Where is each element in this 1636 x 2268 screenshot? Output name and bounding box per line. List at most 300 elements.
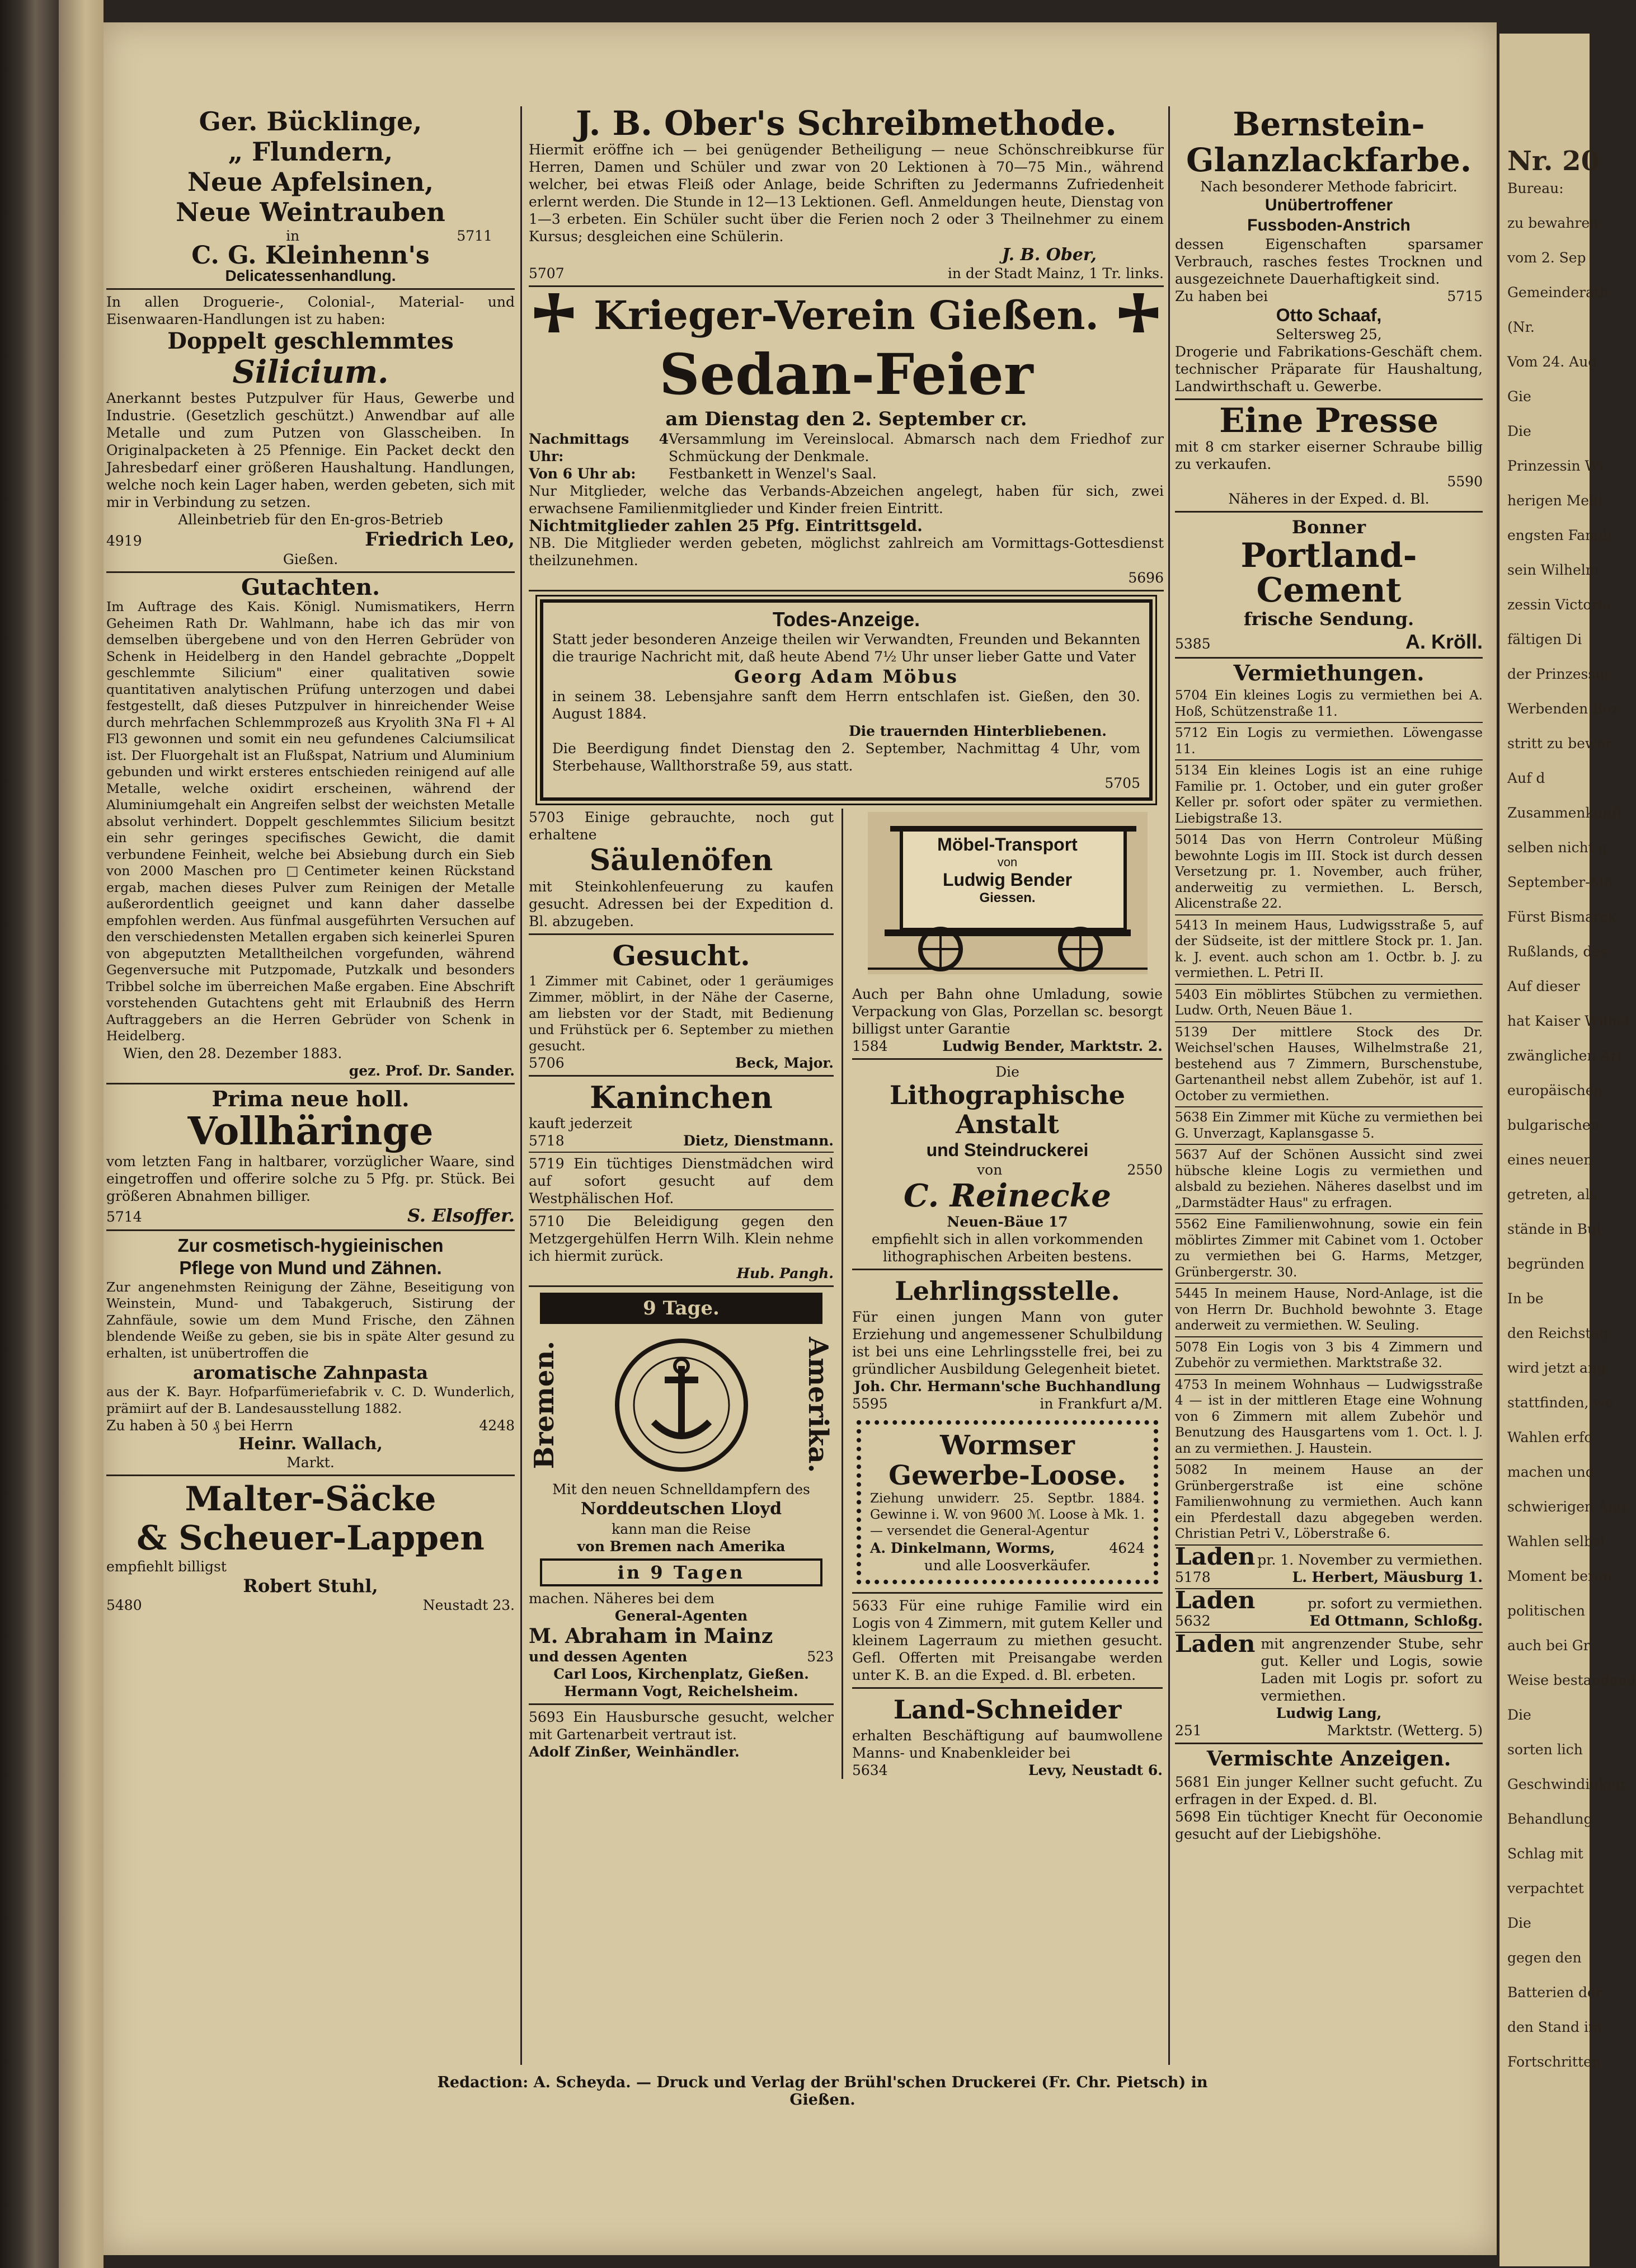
krieger-verein-ad [529, 290, 1164, 586]
ad-title: Pflege von Mund und Zähnen. [179, 1257, 442, 1278]
fragment-text: Die [1507, 1707, 1531, 1723]
firm-name: Ludwig Lang, [1276, 1704, 1382, 1721]
divider [1175, 1213, 1483, 1214]
fragment-text: Fortschritten [1507, 2054, 1601, 2070]
ad-number: 5480 [106, 1597, 142, 1613]
ad-number: 5595 [852, 1396, 888, 1412]
ad-title: Gewerbe-Loose. [888, 1460, 1126, 1491]
ad-title: Bonner [1291, 516, 1366, 538]
fragment-text: politischen [1507, 1603, 1585, 1619]
ad-text: Gießen. [283, 551, 339, 567]
ad-text: Die Beerdigung findet Dienstag den 2. September, Nachmittag 4 Uhr, vom Sterbehause, Wallthorstraße 59, aus statt. [552, 740, 1140, 774]
ad-text: Näheres in der Exped. d. Bl. [1228, 491, 1430, 507]
ad-text: kann man die Reise [612, 1521, 751, 1537]
ad-text: Für einen jungen Mann von guter Erziehung und angemessener Schulbildung ist bei uns eine Lehrlingsstelle frei, bei zu gründlicher Ausbildung Gelegenheit bietet. [852, 1309, 1163, 1377]
ad-row [1175, 1569, 1483, 1586]
list-item: 5637 Auf der Schönen Aussicht sind zwei hübsche kleine Logis zu vermiethen und alsbald zu beziehen. Näheres daselbst und im „Darmstädter Haus" zu erfragen. [1175, 1148, 1483, 1210]
signature: J. B. Ober, [1002, 245, 1097, 265]
divider [529, 1285, 834, 1287]
fragment-text: schwierigen Ang [1507, 1499, 1626, 1515]
ad-text: Marktstr. (Wetterg. 5) [1327, 1722, 1483, 1739]
divider [1175, 759, 1483, 760]
laden-ad [1175, 1630, 1483, 1704]
firm-name: A. Dinkelmann, Worms, [870, 1540, 1055, 1556]
ad-row [852, 1395, 1163, 1412]
person-name: Georg Adam Möbus [734, 666, 958, 687]
ad-text: Neuen-Bäue 17 [947, 1214, 1068, 1230]
ad-title: Bremen. [529, 1341, 560, 1469]
ad-row [852, 1161, 1163, 1178]
bernstein-ad [1175, 106, 1483, 395]
list-item: 5712 Ein Logis zu vermiethen. Löwengasse 11. [1175, 726, 1483, 757]
ad-number: 5590 [1447, 473, 1483, 490]
ad-row [529, 265, 1164, 282]
ad-number: 5178 [1175, 1569, 1211, 1585]
beleidigung-ad [529, 1213, 834, 1282]
todes-anzeige [540, 599, 1153, 801]
ad-text: Nachmittags 4 Uhr: [529, 431, 669, 464]
divider [1175, 1374, 1483, 1375]
saecke-ad [106, 1480, 515, 1614]
ad-line: Neue Apfelsinen, [187, 167, 434, 197]
divider [1175, 984, 1483, 985]
ad-text: mit Steinkohlenfeuerung zu kaufen gesucht. Adressen bei der Expedition d. Bl. abzugeben. [529, 879, 834, 929]
presse-ad [1175, 403, 1483, 508]
subcolumn-left [529, 809, 843, 1779]
fragment-text: der Prinzessin [1507, 666, 1609, 682]
moebel-ad [852, 812, 1163, 1055]
fragment-text: Nr. 20 [1507, 145, 1600, 177]
list-item: 5082 In meinem Hause an der Grünbergerstraße ist eine schöne Familienwohnung zu vermiethen. Auch kann ein Pferdestall dazu abgegeben werden. Christian Petri V., Löberstraße 6. [1175, 1463, 1483, 1541]
divider [1175, 1144, 1483, 1145]
divider [1175, 1021, 1483, 1022]
ad-text: von Bremen nach Amerika [577, 1538, 786, 1555]
ad-row [106, 1417, 515, 1434]
ad-row [852, 1762, 1163, 1779]
ad-text: Ziehung unwiderr. 25. Septbr. 1884. Gewinne i. W. von 9600 ℳ. Loose à Mk. 1.— versendet die General-Agentur [870, 1491, 1145, 1538]
fragment-text: Batterien der [1507, 1984, 1602, 2001]
ad-text: machen. Näheres bei dem [529, 1590, 714, 1607]
product-name: aromatische Zahnpasta [193, 1362, 428, 1383]
ad-text: Im Auftrage des Kais. Königl. Numismatikers, Herrn Geheimen Rath Dr. Wahlmann, habe ich das mir von demselben übergebene und von den Herren Gebrüder von Schenk in Heidelberg in den Handel gebrachte „Doppelt geschlemmte Silicium" einer qualitativen sowie quantitativen analytischen Prüfung unterzogen und dabei festgestellt, daß dieses Putzpulver in hinreichender Weise durch mehrfachen Schlemmprozeß aus Kryolith 3Na Fl + Al Fl3 gewonnen und somit ein neu gefundenes Calciumsilicat ist. Der Fluorgehalt ist an Flußspat, Natrium und Aluminium gebunden und wirkt ersteres entschieden reinigend auf alle Metalle, welche oxidirt erscheinen, während der Aluminiumgehalt ein Angreifen selbst der weichsten Metalle absolut verhindert. Doppelt geschlemmtes Silicium besitzt ein sehr geringes specifisches Gewicht, die damit verbundene Feinheit, welche bei Absiebung durch ein Sieb von 2000 Maschen pro □Centimeter keinen Rückstand ergab, machen dieses Pulver zum Reinigen der Metalle außerordentlich geeignet und kann daher dasselbe empfohlen werden. Aus fünfmal ausgeführten Versuchen auf den verschiedensten Metallen ergaben sich keinerlei Spuren von abgeputzten Metalltheilchen vorgefunden, während Gegenversuche mit Putzpomade, Putzkalk und besonders Tribbel solche im überreichen Maße ergaben. Eine Abschrift vorstehenden Gutachtens geht mit Erlaubniß des Herrn Auftraggebers an die Herren Gebrüder von Schenk in Heidelberg. [106, 599, 515, 1044]
ad-title: Gesucht. [612, 939, 750, 972]
ad-row [106, 528, 515, 551]
ad-title: Doppelt geschlemmtes [167, 328, 454, 354]
divider [1175, 1743, 1483, 1744]
kaninchen-ad [529, 1080, 834, 1149]
van-lettering: Möbel-Transport [937, 834, 1078, 854]
ad-text: empfiehlt sich in allen vorkommenden lithographischen Arbeiten bestens. [871, 1231, 1144, 1265]
divider [1175, 829, 1483, 830]
ad-title: Todes-Anzeige. [772, 608, 920, 631]
fragment-text: zessin Victoria [1507, 597, 1611, 613]
laden-ad [1175, 1542, 1483, 1570]
ad-title: Land-Schneider [893, 1694, 1122, 1725]
divider [1175, 511, 1483, 513]
fish-ad [106, 106, 515, 285]
signature: gez. Prof. Dr. Sander. [349, 1062, 515, 1079]
haering-ad [106, 1088, 515, 1226]
ad-text: mit angrenzender Stube, sehr gut. Keller und Logis, sowie Laden mit Logis pr. sofort zu vermiethen. [1261, 1635, 1483, 1704]
ad-row [529, 290, 1164, 341]
schneider-ad [852, 1692, 1163, 1779]
ad-text: empfiehlt billigst [106, 1558, 227, 1575]
ad-row [529, 1054, 834, 1072]
ad-text: Von 6 Uhr ab: [529, 466, 636, 482]
firm-name: C. G. Kleinhenn's [191, 241, 430, 270]
ad-text: pr. 1. November zu vermiethen. [1257, 1551, 1483, 1568]
ad-number: 5718 [529, 1133, 565, 1149]
lloyd-emblem-row [529, 1330, 834, 1481]
ad-title: & Scheuer-Lappen [137, 1519, 485, 1558]
list-item: 5078 Ein Logis von 3 bis 4 Zimmern und Zubehör zu vermiethen. Marktstraße 32. [1175, 1340, 1483, 1370]
ad-title: Lithographische Anstalt [889, 1080, 1126, 1139]
fragment-text: Fürst Bismarck [1507, 909, 1617, 925]
ad-text: in seinem 38. Lebensjahre sanft dem Herrn entschlafen ist. Gießen, den 30. August 1884. [552, 688, 1140, 722]
divider [529, 933, 834, 935]
ad-text: Nach besonderer Methode fabricirt. [1200, 179, 1458, 195]
ad-title: Krieger-Verein Gießen. [594, 292, 1099, 339]
list-item: 5704 Ein kleines Logis zu vermiethen bei A. Hoß, Schützenstraße 11. [1175, 688, 1483, 719]
ad-text: 5693 Ein Hausbursche gesucht, welcher mit Gartenarbeit vertraut ist. [529, 1709, 834, 1743]
ad-text: Neustadt 23. [422, 1597, 515, 1613]
column-left [106, 106, 515, 1614]
subcolumn-right [852, 809, 1163, 1779]
ad-number: 5714 [106, 1208, 142, 1225]
ad-number: 2550 [1127, 1162, 1163, 1178]
imprint-footer: Redaction: A. Scheyda. — Druck und Verlag der Brühl'schen Druckerei (Fr. Chr. Pietsch) in Gießen. [437, 2074, 1208, 2109]
fragment-text: stattfinden, we [1507, 1394, 1614, 1411]
fragment-text: verpachtet [1507, 1880, 1584, 1896]
firm-name: Ludwig Bender, Marktstr. 2. [942, 1038, 1163, 1054]
ad-title: Fussboden-Anstrich [1247, 216, 1411, 234]
divider [529, 1152, 834, 1153]
ad-text: vom letzten Fang in haltbarer, vorzüglicher Waare, sind eingetroffen und offerire solche zu 5 Pfg. pr. Stück. Bei größeren Abnahmen billiger. [106, 1153, 515, 1204]
fragment-text: Die [1507, 423, 1531, 439]
ad-title: Laden [1175, 1630, 1256, 1657]
divider [1175, 1106, 1483, 1107]
divider [529, 285, 1164, 287]
fragment-text: auch bei Gr [1507, 1637, 1590, 1654]
ad-title: Laden [1175, 1586, 1256, 1614]
list-item: 5638 Ein Zimmer mit Küche zu vermiethen bei G. Unverzagt, Kaplansgasse 5. [1175, 1110, 1483, 1141]
fragment-text: Schlag mit [1507, 1846, 1583, 1862]
ad-text: 1 Zimmer mit Cabinet, oder 1 geräumiges Zimmer, möblirt, in der Nähe der Caserne, am liebsten vor der Stadt, mit Bedienung und Frühstück per 6. September zu miethen gesucht. [529, 973, 834, 1054]
ad-row [1175, 1722, 1483, 1739]
gesucht-ad [529, 938, 834, 1072]
divider [106, 1229, 515, 1231]
ad-text: Markt. [286, 1454, 335, 1471]
firm-sub: Delicatessenhandlung. [225, 267, 396, 284]
list-item: 4753 In meinem Wohnhaus — Ludwigsstraße 4 — ist in der mittleren Etage eine Wohnung von 6 Zimmern mit allem Zubehör und Benutzung des Hausgartens vom 1. Oct. l. J. an zu vermiethen. J. Haustein. [1175, 1377, 1483, 1456]
fragment-text: wird jetzt ang [1507, 1360, 1606, 1376]
ad-row [529, 465, 1164, 482]
fragment-text: Rußlands, des [1507, 943, 1607, 960]
ad-headline: Sedan-Feier [659, 341, 1033, 407]
divider [1175, 398, 1483, 400]
ad-text: Statt jeder besonderen Anzeige theilen wir Verwandten, Freunden und Bekannten die traurige Nachricht mit, daß heute Abend 7½ Uhr unser lieber Gatte und Vater [552, 631, 1140, 665]
ad-title: Malter-Säcke [185, 1480, 436, 1519]
fragment-text: Moment beran [1507, 1568, 1612, 1584]
divider [106, 1475, 515, 1476]
divider [1175, 914, 1483, 915]
ad-text: Drogerie und Fabrikations-Geschäft chem. technischer Präparate für Haushaltung, Landwirthschaft u. Gewerbe. [1175, 344, 1483, 395]
ad-title: Amerika. [802, 1337, 834, 1473]
fragment-text: In be [1507, 1290, 1544, 1307]
fragment-text: begründen [1507, 1256, 1585, 1272]
lehrling-ad [852, 1274, 1163, 1412]
firm-name: C. Reinecke [904, 1177, 1111, 1214]
ad-row [529, 1648, 834, 1665]
divider [529, 1209, 834, 1210]
ad-number: 5385 [1175, 636, 1211, 652]
ad-row [1175, 1612, 1483, 1630]
fragment-text: Weise bestandend [1507, 1672, 1636, 1688]
fragment-text: Prinzessin Wi [1507, 458, 1604, 474]
ad-number: 5715 [1447, 288, 1483, 304]
signature: Adolf Zinßer, Weinhändler. [529, 1744, 740, 1760]
fragment-text: Wahlen selbst [1507, 1533, 1606, 1549]
ad-text: 5719 Ein tüchtiges Dienstmädchen wird auf sofort gesucht auf dem Westphälischen Hof. [529, 1156, 834, 1206]
firm-name: Friedrich Leo, [365, 528, 515, 551]
list-item: 5445 In meinem Hause, Nord-Anlage, ist die von Herrn Dr. Buchhold bewohnte 3. Etage anderweit zu vermiethen. W. Seuling. [1175, 1286, 1483, 1333]
fragment-text: stritt zu bewer [1507, 735, 1613, 752]
firm-name: S. Elsoffer. [407, 1204, 515, 1226]
lithographie-ad [852, 1063, 1163, 1265]
ad-row [1175, 288, 1483, 305]
ad-text: Zu haben à 50 ₰ bei Herrn [106, 1417, 293, 1434]
saeulen-ad [529, 809, 834, 930]
ad-title: Kaninchen [590, 1079, 773, 1115]
fragment-text: Die [1507, 1915, 1531, 1931]
divider [852, 1687, 1163, 1689]
ad-text: Hermann Vogt, Reichelsheim. [564, 1683, 798, 1699]
ober-ad [529, 106, 1164, 282]
ad-text: erhalten Beschäftigung auf baumwollene Manns- und Knabenkleider bei [852, 1727, 1163, 1761]
ad-text: Hiermit eröffne ich — bei genügender Betheiligung — neue Schönschreibkurse für Herren, Damen und Schüler und zwar von 20 Lektionen à 70—75 Min., während welcher, bei etwas Fleiß oder Anlage, beide Schriften zu Jedermanns Zufriedenheit erlernt werden. Die Stunde in 12—13 Lektionen. Gefl. Anmeldungen heute, Dienstag von 1—3 erbeten. Ein Schüler sucht über die Ferien noch 2 oder 3 Theilnehmer zu einem Kursus; desgleichen eine Schülerin. [529, 142, 1164, 245]
van-sign [852, 821, 1163, 935]
rental-list [1175, 688, 1483, 1546]
fragment-text: Auf dieser [1507, 978, 1580, 994]
book-binding [0, 0, 59, 2268]
ad-number: 5707 [529, 265, 565, 281]
fragment-text: den Reichstag [1507, 1325, 1609, 1341]
list-item: 5698 Ein tüchtiger Knecht für Oeconomie gesucht auf der Liebigshöhe. [1175, 1808, 1483, 1842]
list-item: 5014 Das von Herrn Controleur Müßing bewohnte Logis im III. Stock ist durch dessen Versetzung pr. 1. November, auch früher, anderweitig zu vermiethen. L. Bersch, Alicenstraße 22. [1175, 833, 1483, 911]
fragment-text: gegen den [1507, 1950, 1582, 1966]
ad-text: Wien, den 28. Dezember 1883. [123, 1045, 342, 1062]
ad-title: Silicium. [232, 354, 389, 391]
fragment-text: September-Mo [1507, 874, 1613, 890]
section-title: Vermischte Anzeigen. [1206, 1746, 1451, 1771]
fragment-text: zu bewahren [1507, 215, 1599, 231]
ad-text: Nichtmitglieder zahlen 25 Pfg. Eintrittsgeld. [529, 516, 923, 535]
column-rule [1168, 106, 1170, 2065]
list-item: 5403 Ein möblirtes Stübchen zu vermiethen. Ludw. Orth, Neuen Bäue 1. [1175, 987, 1483, 1018]
divider [1175, 1336, 1483, 1337]
ad-number: 5632 [1175, 1612, 1211, 1629]
ad-line: Neue Weintrauben [176, 197, 445, 227]
ad-number: 5634 [852, 1762, 888, 1778]
cement-ad [1175, 516, 1483, 654]
ad-row [870, 1539, 1145, 1557]
van-lettering: Ludwig Bender [942, 870, 1073, 890]
fragment-text: Wahlen erfo [1507, 1429, 1593, 1445]
ad-title: Säulenöfen [589, 843, 773, 877]
fragment-text: vom 2. Sep [1507, 250, 1586, 266]
ad-text: Carl Loos, Kirchenplatz, Gießen. [553, 1666, 809, 1682]
ad-title: in 9 Tagen [617, 1562, 745, 1583]
iron-cross-icon [1113, 290, 1164, 341]
fragment-text: sein Wilhelm [1507, 562, 1599, 578]
firm-name: A. Kröll. [1405, 630, 1483, 653]
fragment-text: bulgarischen [1507, 1117, 1600, 1133]
vermiethungen-section [1175, 662, 1483, 1739]
ad-text: Auch per Bahn ohne Umladung, sowie Verpackung von Glas, Porzellan sc. besorgt billigst unter Garantie [852, 986, 1163, 1037]
divider [1175, 1283, 1483, 1284]
ad-title: Prima neue holl. [211, 1086, 410, 1111]
list-item: 5413 In meinem Haus, Ludwigsstraße 5, auf der Südseite, ist der mittlere Stock pr. 1. Jan. k. J. event. auch schon am 1. Octbr. b. J. zu vermiethen. L. Petri II. [1175, 918, 1483, 980]
gutachten-ad [106, 576, 515, 1079]
ad-text: in Frankfurt a/M. [1040, 1396, 1163, 1412]
ad-line: „ Flundern, [228, 137, 393, 167]
fragment-text: Gemeinderath [1507, 284, 1609, 300]
ad-text: dessen Eigenschaften sparsamer Verbrauch, rasches festes Trocknen und ausgezeichnete Dauerhaftigkeit sind. [1175, 236, 1483, 287]
two-col-area [529, 809, 1164, 1779]
ad-text: in [286, 228, 300, 244]
ad-text: Festbankett in Wenzel's Saal. [669, 466, 877, 482]
signature: Levy, Neustadt 6. [1028, 1762, 1163, 1778]
signature: Beck, Major. [735, 1055, 834, 1071]
ad-subtitle: am Dienstag den 2. September cr. [665, 408, 1027, 430]
column-right [1175, 106, 1483, 1843]
ad-text: Zu haben bei [1175, 288, 1268, 304]
logis-ad: 5633 Für eine ruhige Familie wird ein Logis von 4 Zimmern, mit gutem Keller und kleinem Lagerraum zu miethen gesucht. Gefl. Offerten mit Preisangabe werden unter K. B. an die Exped. d. Bl. erbeten. [852, 1598, 1163, 1683]
ad-text: Seltersweg 25, [1276, 326, 1382, 342]
ad-number: 5696 [1128, 570, 1164, 586]
fragment-text: Geschwindigkeit [1507, 1776, 1626, 1792]
ad-text: NB. Die Mitglieder werden gebeten, möglichst zahlreich am Vormittags-Gottesdienst theilzunehmen. [529, 535, 1164, 569]
ad-title: Vollhäringe [187, 1109, 434, 1154]
ad-text: 5703 Einige gebrauchte, noch gut erhaltene [529, 809, 834, 843]
fragment-text: eines neuen [1507, 1152, 1593, 1168]
lloyd-ad [529, 1293, 834, 1700]
ad-text: aus der K. Bayr. Hofparfümeriefabrik v. C. D. Wunderlich, prämiirt auf der B. Landesausstellung 1882. [106, 1384, 515, 1416]
ad-text: Nur Mitglieder, welche das Verbands-Abzeichen angelegt, haben für sich, zwei erwachsene Familienmitglieder und Kinder freien Eintritt. [529, 483, 1164, 516]
list-item: 5562 Eine Familienwohnung, sowie ein fein möblirtes Zimmer mit Cabinet vom 1. October zu vermiethen bei G. Harms, Metzger, Grünbergerstr. 30. [1175, 1217, 1483, 1280]
ad-row [106, 1205, 515, 1226]
days-banner [540, 1558, 822, 1586]
fragment-text: selben nicht g [1507, 839, 1607, 856]
ad-text: Zur angenehmsten Reinigung der Zähne, Beseitigung von Weinstein, Mund- und Tabakgeruch, Sistirung der Zahnfäule, sowie um dem Mund Frische, den Zähnen blendende Weiße zu geben, sie bis in späte Alter gesund zu erhalten, ist unübertroffen die [106, 1279, 515, 1361]
firm-name: Robert Stuhl, [243, 1575, 378, 1596]
firm-name: M. Abraham in Mainz [529, 1624, 773, 1648]
signature: Dietz, Dienstmann. [683, 1133, 834, 1149]
signature: Die trauernden Hinterbliebenen. [848, 723, 1107, 739]
page-gutter [59, 0, 104, 2268]
ad-title: und Steindruckerei [926, 1140, 1089, 1160]
lloyd-anchor-logo [603, 1332, 760, 1478]
ad-text: von [977, 1162, 1003, 1178]
ad-title: Unübertroffener [1264, 196, 1393, 214]
ad-title: Gutachten. [241, 574, 380, 600]
fragment-text: getreten, als [1507, 1186, 1597, 1203]
column-rule [520, 106, 522, 2065]
ad-text: in der Stadt Mainz, 1 Tr. links. [947, 265, 1164, 281]
fragment-text: den Stand im [1507, 2019, 1602, 2035]
divider [106, 1083, 515, 1084]
zahnpasta-ad [106, 1234, 515, 1472]
ad-text: mit 8 cm starker eiserner Schraube billig zu verkaufen. [1175, 439, 1483, 472]
fragment-text: engsten Famili [1507, 527, 1612, 543]
ad-row [529, 430, 1164, 465]
divider [852, 1058, 1163, 1060]
ad-subtitle: frische Sendung. [1243, 608, 1414, 630]
ad-text: pr. sofort zu vermiethen. [1308, 1595, 1483, 1612]
hausbursche-ad [529, 1708, 834, 1760]
ad-number: 4624 [1109, 1540, 1145, 1556]
fragment-text: hat Kaiser Wilhel [1507, 1013, 1630, 1029]
ad-text: Versammlung im Vereinslocal. Abmarsch nach dem Friedhof zur Schmückung der Denkmale. [669, 431, 1164, 464]
van-lettering: Giessen. [979, 890, 1036, 905]
iron-cross-icon [529, 290, 579, 341]
ad-title: Glanzlackfarbe. [1186, 141, 1472, 179]
ad-text: Mit den neuen Schnelldampfern des [552, 1481, 810, 1497]
ad-text: General-Agenten [614, 1608, 748, 1624]
divider [852, 1592, 1163, 1594]
ad-text: kauft jederzeit [529, 1115, 632, 1131]
fragment-text: Vom 24. Aug [1507, 354, 1597, 370]
ad-title: Bernstein- [1233, 105, 1425, 143]
divider [529, 1703, 834, 1705]
firm-name: Heinr. Wallach, [238, 1434, 383, 1454]
wormser-ad [857, 1420, 1158, 1584]
divider [1175, 1459, 1483, 1460]
vermischte-section [1175, 1748, 1483, 1843]
divider [1175, 657, 1483, 659]
ad-row [106, 1596, 515, 1614]
ad-number: 4248 [479, 1417, 515, 1434]
column-middle [529, 106, 1164, 1779]
fragment-text: zwänglichen Art [1507, 1048, 1623, 1064]
fragment-text: Zusammenkunft [1507, 805, 1623, 821]
fragment-text: Werbenden Bez [1507, 701, 1619, 717]
list-item: 5139 Der mittlere Stock des Dr. Weichsel'schen Hauses, Wilhelmstraße 21, bestehend aus 7 Zimmern, Burschenstube, Gartenantheil nebst allem Zubehör, ist auf 1. October zu vermiethen. [1175, 1025, 1483, 1104]
ad-text: 5710 Die Beleidigung gegen den Metzgergehülfen Herrn Wilh. Klein nehme ich hiermit zurück. [529, 1213, 834, 1264]
ad-text: und dessen Agenten [529, 1649, 688, 1665]
ad-title: J. B. Ober's Schreibmethode. [575, 104, 1117, 143]
ad-title: Lehrlingsstelle. [895, 1276, 1120, 1306]
ad-text: Alleinbetrieb für den En-gros-Betrieb [178, 511, 443, 528]
divider [106, 571, 515, 573]
firm-name: Otto Schaaf, [1276, 305, 1382, 325]
ad-line: Ger. Bücklinge, [199, 106, 422, 137]
fragment-text: Bureau: [1507, 180, 1564, 196]
divider [106, 288, 515, 290]
fragment-text: stände in Bul [1507, 1221, 1601, 1237]
ad-text: Die [995, 1064, 1019, 1080]
fragment-text: europäischen [1507, 1082, 1603, 1098]
ad-row [1175, 630, 1483, 654]
ad-number: 5711 [457, 228, 492, 244]
ad-title: Eine Presse [1219, 401, 1438, 440]
fragment-text: Gie [1507, 388, 1531, 405]
divider [529, 590, 1164, 591]
ad-text: Anerkannt bestes Putzpulver für Haus, Gewerbe und Industrie. (Gesetzlich geschützt.) Anwendbar auf alle Metalle und zum Putzen von Glasscheiben. In Originalpacketen à 25 Pfennige. Ein Packet deckt den Jahresbedarf einer größeren Haushaltung. Handlungen, welche noch kein Lager haben, werden gebeten, sich mit mir in Verbindung zu setzen. [106, 390, 515, 510]
ad-number: 523 [807, 1649, 834, 1665]
firm-name: Ed Ottmann, Schloßg. [1309, 1612, 1483, 1629]
divider [852, 1269, 1163, 1270]
